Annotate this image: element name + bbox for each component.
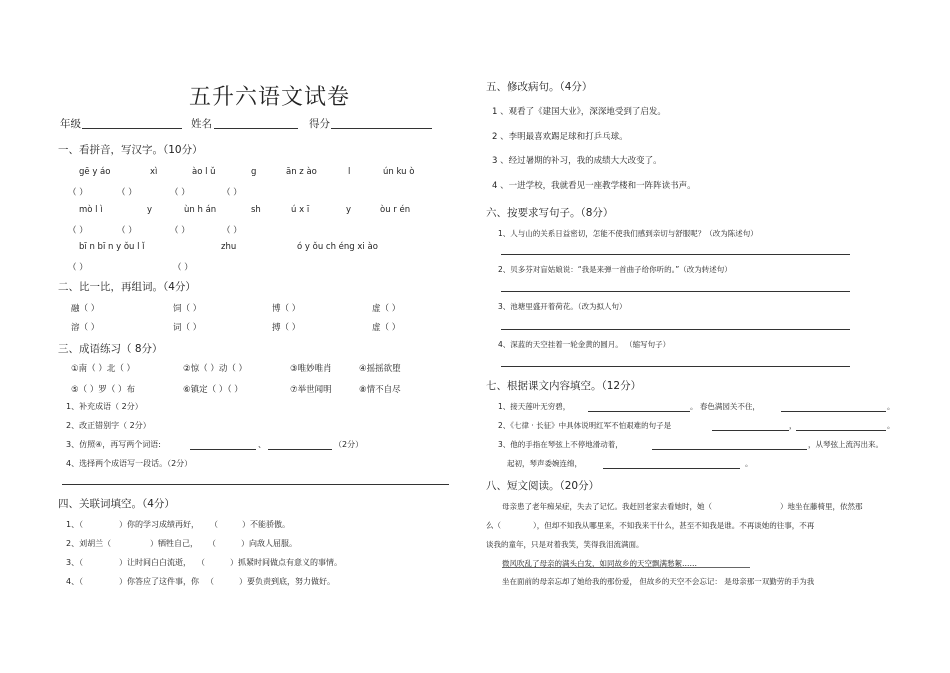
pinyin: bī n bī n y ǒu l ǐ (79, 242, 145, 252)
fill-text: ，从琴弦上流泻出来。 (808, 440, 883, 449)
answer-blank[interactable]: （ ） (68, 188, 88, 198)
answer-blank[interactable]: （ ） (170, 188, 190, 198)
question: 4、选择两个成语写一段话。（2分） (66, 459, 193, 468)
conj-q2-b: ）牺牲自己， (150, 539, 198, 548)
fill-text: 。 (887, 402, 895, 411)
sentence-item: 2 、李明最喜欢踢足球和打乒乓球。 (492, 132, 628, 142)
conj-q4-a: 4、（ (66, 577, 84, 586)
pinyin: ùn h án (184, 205, 217, 215)
exam-title: 五升六语文试卷 (189, 85, 351, 110)
answer-line[interactable] (652, 449, 807, 450)
conj-q1-a: 1、（ (66, 520, 84, 529)
question: 2、改正错别字（ 2分） (66, 421, 151, 430)
idiom-item[interactable]: ①南（ ）北（ ） (71, 364, 136, 374)
idiom-item: ③唯妙唯肖 (290, 364, 332, 374)
conj-q3-a: 3、（ (66, 558, 84, 567)
section1-heading: 一、看拼音，写汉字。（10分） (58, 144, 203, 156)
conj-q4-d: ）要负责到底，努力做好。 (239, 577, 335, 586)
pinyin: ó y ǒu ch éng xi ào (297, 242, 378, 252)
answer-blank[interactable]: （ ） (68, 226, 88, 236)
word-item[interactable]: 博（ ） (272, 304, 301, 314)
fill-text: 3、他的手指在琴弦上不停地滑动着， (498, 440, 623, 449)
conj-q3-c[interactable]: （ (197, 558, 205, 567)
score-field[interactable] (331, 128, 432, 129)
answer-line[interactable] (268, 449, 332, 450)
section8-heading: 八、短文阅读。（20分） (486, 480, 600, 492)
grade-field[interactable] (82, 128, 182, 129)
pinyin: mò l ì (79, 205, 103, 215)
conj-q1-c[interactable]: （ (210, 520, 218, 529)
answer-line[interactable] (603, 468, 740, 469)
pinyin: ào l ǔ (192, 167, 216, 177)
conj-q1-d: ）不能骄傲。 (242, 520, 290, 529)
answer-line[interactable] (796, 430, 886, 431)
pinyin: xì (150, 167, 158, 177)
rewrite-item: 2、贝多芬对盲姑娘说：“我是来弹一首曲子给你听的。”（改为转述句） (498, 265, 732, 274)
answer-line[interactable] (501, 366, 850, 367)
sentence-item: 3 、经过暑期的补习，我的成绩大大改变了。 (492, 156, 662, 166)
conj-q2-d: ）向敌人屈服。 (241, 539, 297, 548)
question: 1、补充成语（ 2分） (66, 402, 143, 411)
word-item[interactable]: 融（ ） (71, 304, 100, 314)
pinyin: ú x ī (291, 205, 310, 215)
pinyin: y (147, 205, 153, 215)
conj-q2-a: 2、刘胡兰（ (66, 539, 112, 548)
score-label: 得分 (309, 118, 330, 130)
answer-line[interactable] (62, 484, 449, 485)
word-item[interactable]: 饲（ ） (173, 304, 202, 314)
word-item[interactable]: 词（ ） (173, 323, 202, 333)
fill-text: 2、《七律 · 长征》中具体说明红军不怕艰难的句子是 (498, 421, 672, 430)
passage-text: ）地坐在藤椅里，依然那 (780, 502, 863, 511)
answer-line[interactable] (501, 254, 850, 255)
section6-heading: 六、按要求写句子。（8分） (486, 207, 614, 219)
word-item[interactable]: 虚（ ） (372, 304, 401, 314)
pinyin: sh (251, 205, 261, 215)
answer-blank[interactable]: （ ） (170, 226, 190, 236)
pinyin: g (251, 167, 257, 177)
answer-blank[interactable]: （ ） (222, 188, 242, 198)
idiom-item: ④摇摇欲堕 (359, 364, 401, 374)
idiom-item: ⑦举世闻明 (290, 385, 332, 395)
pinyin: òu r én (380, 205, 411, 215)
answer-line[interactable] (501, 329, 850, 330)
answer-blank[interactable]: （ ） (173, 263, 193, 273)
fill-text: 。 (745, 459, 753, 468)
section3-heading: 三、成语练习（ 8分） (58, 343, 163, 355)
answer-line[interactable] (501, 291, 850, 292)
name-label: 姓名 (191, 118, 212, 130)
conj-q1-b: ）你的学习成绩再好， (119, 520, 199, 529)
word-item[interactable]: 搏（ ） (272, 323, 301, 333)
conj-q4-c[interactable]: （ (206, 577, 214, 586)
conj-q3-d: ）抓紧时间做点有意义的事情。 (230, 558, 342, 567)
answer-blank[interactable]: （ ） (117, 188, 137, 198)
passage-text: 微风吹乱了母亲的满头白发，如同故乡的天空飘满愁絮…… (502, 559, 697, 568)
sentence-item: 1 、观看了《建国大业》，深深地受到了启发。 (492, 107, 666, 117)
section5-heading: 五、修改病句。（4分） (486, 81, 593, 93)
conj-q2-c[interactable]: （ (208, 539, 216, 548)
answer-line[interactable] (781, 411, 886, 412)
question: 3、仿照④，再写两个词语: (66, 440, 161, 449)
answer-line[interactable] (712, 430, 789, 431)
idiom-item[interactable]: ⑥镇定（ ）（ ） (183, 385, 243, 395)
pinyin: zhu (221, 242, 237, 252)
sentence-item: 4 、一进学校，我就看见一座教学楼和一阵阵读书声。 (492, 181, 696, 191)
fill-text: 。 (887, 421, 895, 430)
fill-text: 起初，琴声委婉连绵， (507, 459, 582, 468)
section4-heading: 四、关联词填空。（4分） (58, 498, 175, 510)
rewrite-item: 1、人与山的关系日益密切，怎能不使我们感到亲切与舒服呢？（改为陈述句） (498, 229, 758, 238)
word-item[interactable]: 虚（ ） (372, 323, 401, 333)
pinyin: ān z ào (286, 167, 317, 177)
idiom-item[interactable]: ②惊（ ）动（ ） (183, 364, 248, 374)
conj-q4-b: ）你答应了这件事，你 (119, 577, 199, 586)
answer-blank[interactable]: （ ） (68, 263, 88, 273)
fill-text: 。 春色满园关不住， (690, 402, 760, 411)
points: （2分） (334, 440, 364, 449)
section7-heading: 七、根据课文内容填空。（12分） (486, 380, 642, 392)
fill-text: 1、接天莲叶无穷碧， (498, 402, 571, 411)
passage-underline (502, 567, 750, 568)
passage-text: 坐在面前的母亲忘却了她给我的那份爱， 但故乡的天空不会忘记： 是母亲那一双勤劳的手为我 (502, 577, 815, 586)
fill-text: ， (789, 421, 797, 430)
passage-text: 母亲患了老年痴呆症，失去了记忆。我赶回老家去看她时，她（ (502, 502, 712, 511)
pinyin: ún ku ò (383, 167, 415, 177)
idiom-item[interactable]: ⑤（ ）罗（ ）布 (71, 385, 136, 395)
passage-text: 么（ (486, 521, 501, 530)
section2-heading: 二、比一比，再组词。（4分） (58, 281, 196, 293)
answer-blank[interactable]: （ ） (222, 226, 242, 236)
idiom-item: ⑧情不自尽 (359, 385, 401, 395)
rewrite-item: 3、池塘里盛开着荷花。（改为拟人句） (498, 302, 627, 311)
pinyin: gē y áo (79, 167, 111, 177)
conj-q3-b: ）让时间白白流逝， (119, 558, 191, 567)
rewrite-item: 4、深蓝的天空挂着一轮金黄的圆月。 （缩写句子） (498, 340, 671, 349)
name-field[interactable] (214, 128, 298, 129)
passage-text: 谈我的童年，只是对着我笑，笑得我泪流满面。 (486, 540, 644, 549)
grade-label: 年级 (60, 118, 81, 130)
pinyin: y (346, 205, 352, 215)
word-item[interactable]: 溶（ ） (71, 323, 100, 333)
pinyin: l (348, 167, 351, 177)
answer-line[interactable] (588, 411, 690, 412)
separator: 、 (258, 440, 266, 449)
answer-line[interactable] (190, 449, 256, 450)
passage-text: ），但却不知我从哪里来，不知我来干什么，甚至不知我是谁。不再谈她的往事，不再 (533, 521, 815, 530)
answer-blank[interactable]: （ ） (117, 226, 137, 236)
